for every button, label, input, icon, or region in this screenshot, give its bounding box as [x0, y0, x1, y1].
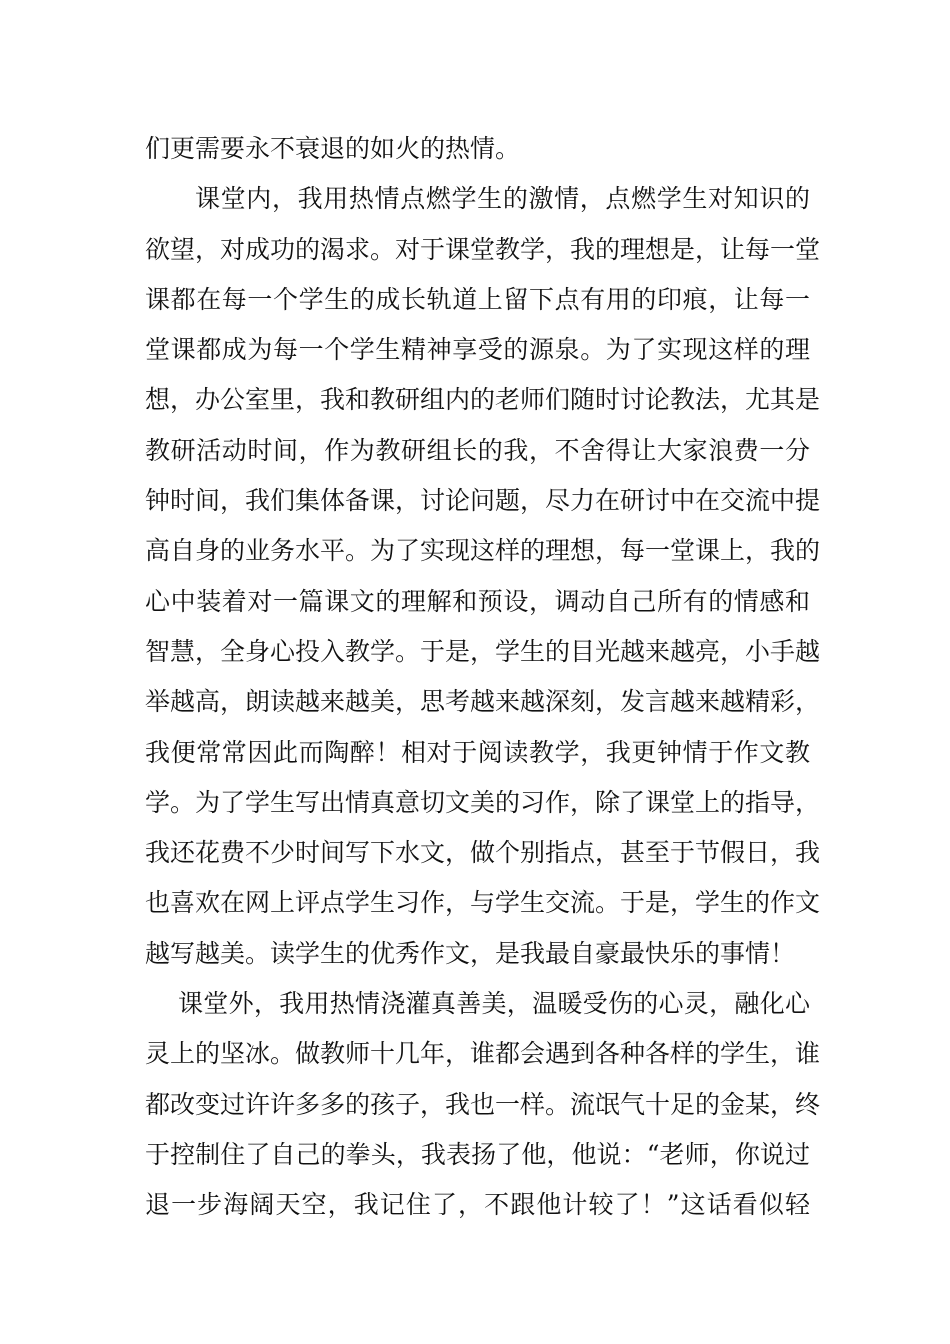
text-line: 钟时间，我们集体备课，讨论问题，尽力在研讨中在交流中提: [145, 486, 821, 516]
text-line: 高自身的业务水平。为了实现这样的理想，每一堂课上，我的: [145, 536, 821, 566]
text-line: 学。为了学生写出情真意切文美的习作，除了课堂上的指导，: [145, 787, 821, 817]
text-line: 教研活动时间，作为教研组长的我，不舍得让大家浪费一分: [145, 435, 810, 465]
text-line: 欲望，对成功的渴求。对于课堂教学，我的理想是，让每一堂: [145, 234, 821, 264]
text-line: 于控制住了自己的拳头，我表扬了他，他说：“老师，你说过: [145, 1139, 810, 1169]
text-line: 们更需要永不衰退的如火的热情。: [145, 134, 521, 163]
text-line: 心中装着对一篇课文的理解和预设，调动自己所有的情感和: [145, 586, 810, 616]
text-line: 退一步海阔天空，我记住了，不跟他计较了！”这话看似轻: [145, 1190, 810, 1220]
text-line: 我便常常因此而陶醉！相对于阅读教学，我更钟情于作文教: [145, 737, 810, 767]
text-line: 都改变过许许多多的孩子，我也一样。流氓气十足的金某，终: [145, 1089, 821, 1119]
text-line: 灵上的坚冰。做教师十几年，谁都会遇到各种各样的学生，谁: [145, 1039, 821, 1069]
paragraph-start-line: 课堂内，我用热情点燃学生的激情，点燃学生对知识的: [195, 184, 810, 214]
paragraph-start-line: 课堂外，我用热情浇灌真善美，温暖受伤的心灵，融化心: [178, 989, 810, 1019]
text-line: 越写越美。读学生的优秀作文，是我最自豪最快乐的事情！: [145, 938, 796, 968]
text-line: 也喜欢在网上评点学生习作，与学生交流。于是，学生的作文: [145, 888, 821, 918]
text-line: 课都在每一个学生的成长轨道上留下点有用的印痕，让每一: [145, 284, 810, 314]
text-line: 堂课都成为每一个学生精神享受的源泉。为了实现这样的理: [145, 335, 810, 365]
text-line: 想，办公室里，我和教研组内的老师们随时讨论教法，尤其是: [145, 385, 821, 415]
text-line: 我还花费不少时间写下水文，做个别指点，甚至于节假日，我: [145, 838, 821, 868]
text-line: 举越高，朗读越来越美，思考越来越深刻，发言越来越精彩，: [145, 687, 821, 717]
text-line: 智慧，全身心投入教学。于是，学生的目光越来越亮，小手越: [145, 636, 821, 666]
body-text: [145, 124, 821, 1231]
